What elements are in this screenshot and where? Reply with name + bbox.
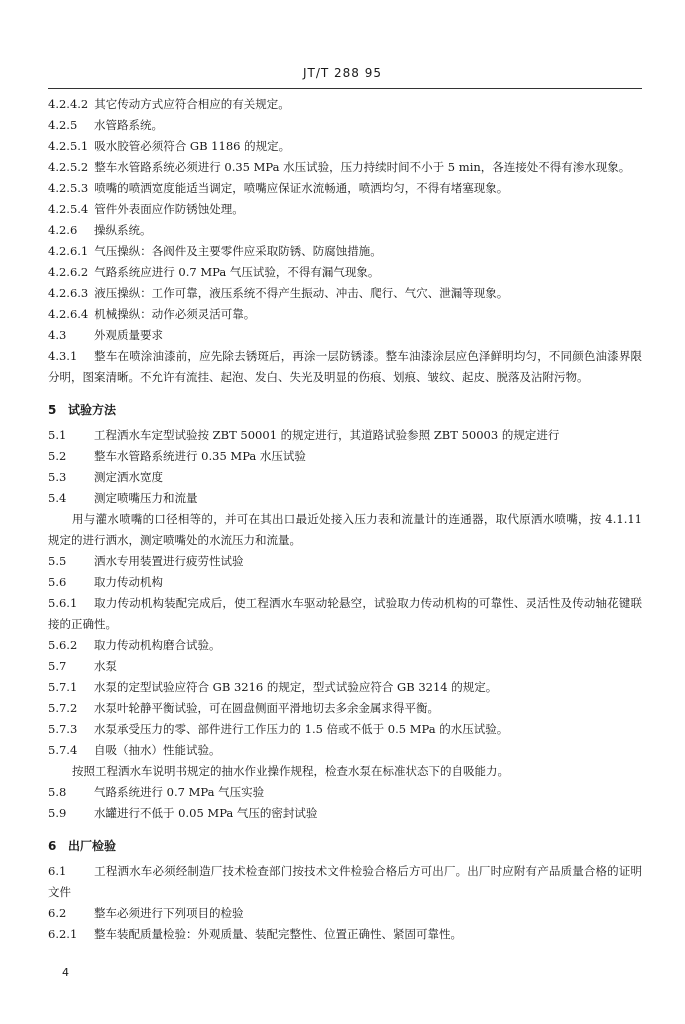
clause-4-2-6-2 (48, 262, 642, 283)
clause-4-3 (48, 325, 642, 346)
clause-text: 气路系统应进行 0.7 MPa 气压试验，不得有漏气现象。 (94, 265, 380, 279)
clause-text: 工程洒水车必须经制造厂技术检查部门按技术文件检验合格后方可出厂。出厂时应附有产品质量合格的证明文件 (48, 864, 642, 899)
document-body (48, 94, 642, 945)
clause-text: 其它传动方式应符合相应的有关规定。 (94, 97, 290, 111)
clause-text: 气压操纵：各阀件及主要零件应采取防锈、防腐蚀措施。 (94, 244, 382, 258)
clause-number: 4.2.5 (48, 118, 78, 132)
clause-4-2-6 (48, 220, 642, 241)
clause-4-2-6-4 (48, 304, 642, 325)
clause-4-3-1 (48, 346, 642, 388)
clause-4-2-5-3 (48, 178, 642, 199)
clause-number: 4.2.4.2 (48, 97, 89, 111)
section-5-heading (48, 400, 642, 421)
clause-text: 操纵系统。 (94, 223, 152, 237)
clause-number: 5.2 (48, 449, 67, 463)
clause-4-2-6-3 (48, 283, 642, 304)
clause-5-7 (48, 656, 642, 677)
clause-5-7-4 (48, 740, 642, 761)
clause-number: 5.6.2 (48, 638, 78, 652)
clause-number: 5.7.1 (48, 680, 78, 694)
clause-5-9 (48, 803, 642, 824)
clause-5-2 (48, 446, 642, 467)
clause-text: 水罐进行不低于 0.05 MPa 气压的密封试验 (94, 806, 318, 820)
clause-number: 5.7 (48, 659, 67, 673)
clause-5-6 (48, 572, 642, 593)
standard-code-header: JT/T 288 95 (302, 66, 383, 80)
clause-6-2 (48, 903, 642, 924)
clause-4-2-4-2 (48, 94, 642, 115)
clause-text: 整车装配质量检验：外观质量、装配完整性、位置正确性、紧固可靠性。 (94, 927, 462, 941)
clause-5-7-1 (48, 677, 642, 698)
clause-text: 水泵的定型试验应符合 GB 3216 的规定，型式试验应符合 GB 3214 的规定。 (94, 680, 498, 694)
clause-text: 水泵 (94, 659, 117, 673)
clause-number: 5.4 (48, 491, 67, 505)
clause-text: 整车必须进行下列项目的检验 (94, 906, 244, 920)
clause-text: 整车水管路系统进行 0.35 MPa 水压试验 (94, 449, 306, 463)
clause-5-7-2 (48, 698, 642, 719)
clause-number: 5.8 (48, 785, 67, 799)
clause-number: 4.2.6.1 (48, 244, 89, 258)
clause-number: 4.2.6.4 (48, 307, 89, 321)
clause-number: 4.2.6.3 (48, 286, 89, 300)
section-number: 6 (48, 839, 57, 853)
clause-number: 5.1 (48, 428, 67, 442)
clause-number: 5.9 (48, 806, 67, 820)
clause-4-2-5-2 (48, 157, 642, 178)
clause-4-2-5 (48, 115, 642, 136)
clause-number: 4.3.1 (48, 349, 78, 363)
clause-number: 5.7.2 (48, 701, 78, 715)
clause-text: 测定喷嘴压力和流量 (94, 491, 198, 505)
clause-text: 喷嘴的喷洒宽度能适当调定，喷嘴应保证水流畅通，喷洒均匀，不得有堵塞现象。 (94, 181, 509, 195)
clause-number: 5.7.3 (48, 722, 78, 736)
clause-5-5 (48, 551, 642, 572)
clause-text: 取力传动机构 (94, 575, 163, 589)
clause-5-6-1 (48, 593, 642, 635)
clause-5-7-3 (48, 719, 642, 740)
clause-number: 4.2.5.2 (48, 160, 89, 174)
section-title: 出厂检验 (68, 839, 117, 853)
clause-number: 5.6.1 (48, 596, 78, 610)
clause-number: 5.3 (48, 470, 67, 484)
clause-4-2-5-1 (48, 136, 642, 157)
paragraph-5-4: 用与灌水喷嘴的口径相等的，并可在其出口最近处接入压力表和流量计的连通器，取代原洒水喷嘴，按 4.1.11 规定的进行洒水，测定喷嘴处的水流压力和流量。 (48, 512, 642, 547)
clause-number: 6.1 (48, 864, 67, 878)
clause-number: 5.6 (48, 575, 67, 589)
clause-5-1 (48, 425, 642, 446)
page-number: 4 (62, 966, 69, 979)
clause-number: 4.2.5.3 (48, 181, 89, 195)
clause-5-3 (48, 467, 642, 488)
section-title: 试验方法 (68, 403, 117, 417)
clause-text: 取力传动机构装配完成后，使工程洒水车驱动轮悬空，试验取力传动机构的可靠性、灵活性及传动轴花键联接的正确性。 (48, 596, 642, 631)
clause-6-1 (48, 861, 642, 903)
clause-text: 管件外表面应作防锈蚀处理。 (94, 202, 244, 216)
clause-text: 整车水管路系统必须进行 0.35 MPa 水压试验，压力持续时间不小于 5 min，各连接处不得有渗水现象。 (94, 160, 631, 174)
clause-text: 吸水胶管必须符合 GB 1186 的规定。 (94, 139, 291, 153)
clause-text: 水泵叶轮静平衡试验，可在圆盘侧面平滑地切去多余金属求得平衡。 (94, 701, 439, 715)
clause-text: 工程洒水车定型试验按 ZBT 50001 的规定进行，其道路试验参照 ZBT 50003 的规定进行 (94, 428, 560, 442)
clause-text: 洒水专用装置进行疲劳性试验 (94, 554, 244, 568)
clause-text: 自吸（抽水）性能试验。 (94, 743, 221, 757)
clause-text: 机械操纵：动作必须灵活可靠。 (94, 307, 256, 321)
clause-number: 5.5 (48, 554, 67, 568)
clause-number: 4.2.6 (48, 223, 78, 237)
clause-text: 水管路系统。 (94, 118, 163, 132)
clause-text: 外观质量要求 (94, 328, 163, 342)
clause-number: 4.2.5.4 (48, 202, 89, 216)
clause-text: 测定洒水宽度 (94, 470, 163, 484)
section-6-heading (48, 836, 642, 857)
header-rule (48, 88, 642, 89)
clause-number: 4.3 (48, 328, 67, 342)
clause-4-2-6-1 (48, 241, 642, 262)
clause-text: 气路系统进行 0.7 MPa 气压实验 (94, 785, 265, 799)
paragraph-5-7-4: 按照工程洒水车说明书规定的抽水作业操作规程，检查水泵在标准状态下的自吸能力。 (72, 764, 509, 778)
clause-text: 整车在喷涂油漆前，应先除去锈斑后，再涂一层防锈漆。整车油漆涂层应色泽鲜明均匀，不同颜色油漆界限分明，图案清晰。不允许有流挂、起泡、发白、失光及明显的伤痕、划痕、皱纹、起皮、脱落及沾附污物。 (48, 349, 642, 384)
clause-text: 取力传动机构磨合试验。 (94, 638, 221, 652)
clause-5-6-2 (48, 635, 642, 656)
clause-number: 4.2.6.2 (48, 265, 89, 279)
clause-number: 6.2 (48, 906, 67, 920)
clause-5-4 (48, 488, 642, 509)
clause-text: 液压操纵：工作可靠，液压系统不得产生振动、冲击、爬行、气穴、泄漏等现象。 (94, 286, 509, 300)
clause-number: 5.7.4 (48, 743, 78, 757)
clause-6-2-1 (48, 924, 642, 945)
clause-5-8 (48, 782, 642, 803)
clause-text: 水泵承受压力的零、部件进行工作压力的 1.5 倍或不低于 0.5 MPa 的水压试验。 (94, 722, 509, 736)
clause-4-2-5-4 (48, 199, 642, 220)
section-number: 5 (48, 403, 57, 417)
clause-number: 6.2.1 (48, 927, 78, 941)
clause-number: 4.2.5.1 (48, 139, 89, 153)
